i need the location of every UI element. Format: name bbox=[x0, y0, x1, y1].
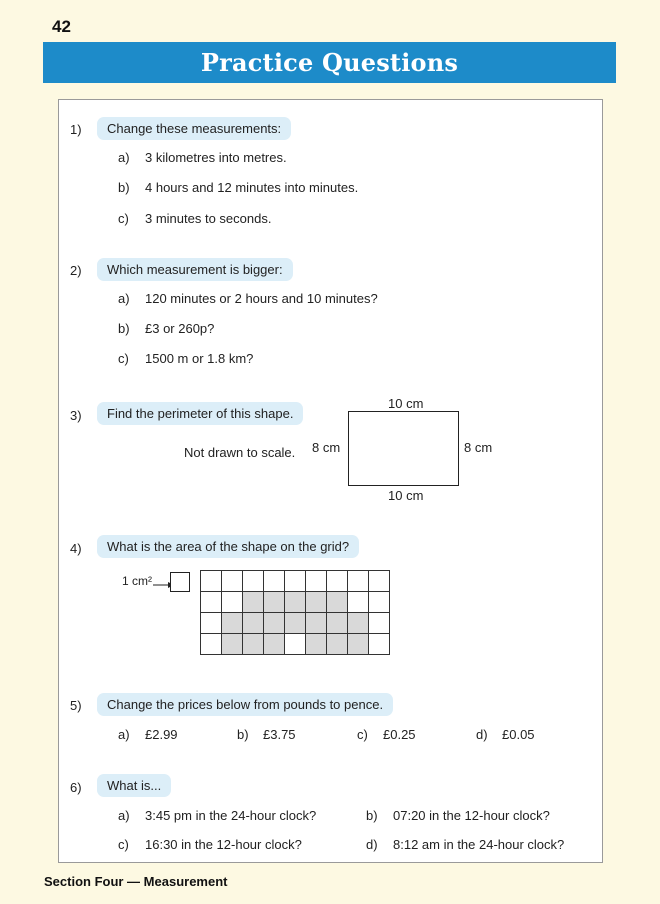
question-2-number: 2) bbox=[70, 263, 82, 278]
grid-cell bbox=[327, 571, 348, 592]
grid-cell-shaded bbox=[285, 613, 306, 634]
questions-panel bbox=[58, 99, 603, 863]
unit-key-graphic bbox=[150, 571, 192, 593]
grid-cell-shaded bbox=[222, 634, 243, 655]
grid-cell bbox=[285, 571, 306, 592]
q5-item-c-text: £0.25 bbox=[383, 727, 416, 742]
grid-cell-shaded bbox=[264, 634, 285, 655]
q2-item-b-text: £3 or 260p? bbox=[145, 321, 215, 336]
grid-cell bbox=[201, 592, 222, 613]
page-number: 42 bbox=[52, 17, 71, 36]
grid-cell-shaded bbox=[306, 634, 327, 655]
q5-item-a-letter: a) bbox=[118, 727, 130, 742]
rect-left-label: 8 cm bbox=[312, 440, 341, 455]
rect-bottom-label: 10 cm bbox=[388, 488, 424, 503]
grid-cell bbox=[264, 571, 285, 592]
grid-cell-shaded bbox=[264, 613, 285, 634]
rectangle-shape bbox=[348, 411, 459, 486]
question-4-number: 4) bbox=[70, 541, 82, 556]
q1-item-b-letter: b) bbox=[118, 180, 130, 195]
grid-cell-shaded bbox=[327, 613, 348, 634]
question-2-prompt: Which measurement is bigger: bbox=[97, 258, 293, 281]
q6-item-c-text: 16:30 in the 12-hour clock? bbox=[145, 837, 302, 852]
grid-cell-shaded bbox=[243, 592, 264, 613]
q6-item-a-letter: a) bbox=[118, 808, 130, 823]
question-6-prompt: What is... bbox=[97, 774, 171, 797]
grid-cell bbox=[201, 634, 222, 655]
q2-item-a-letter: a) bbox=[118, 291, 130, 306]
grid-cell-shaded bbox=[243, 613, 264, 634]
grid-cell bbox=[348, 592, 369, 613]
q1-item-a-letter: a) bbox=[118, 150, 130, 165]
question-3-number: 3) bbox=[70, 408, 82, 423]
grid-cell-shaded bbox=[264, 592, 285, 613]
q6-item-d-text: 8:12 am in the 24-hour clock? bbox=[393, 837, 565, 852]
grid-cell bbox=[222, 571, 243, 592]
grid-cell-shaded bbox=[348, 613, 369, 634]
q5-item-b-letter: b) bbox=[237, 727, 249, 742]
grid-cell-shaded bbox=[243, 634, 264, 655]
rect-top-label: 10 cm bbox=[388, 396, 424, 411]
grid-cell-shaded bbox=[222, 613, 243, 634]
question-5-number: 5) bbox=[70, 698, 82, 713]
q1-item-c-text: 3 minutes to seconds. bbox=[145, 211, 272, 226]
grid-cell bbox=[348, 571, 369, 592]
question-4-prompt: What is the area of the shape on the grid? bbox=[97, 535, 359, 558]
q2-item-a-text: 120 minutes or 2 hours and 10 minutes? bbox=[145, 291, 378, 306]
q1-item-c-letter: c) bbox=[118, 211, 129, 226]
grid-cell bbox=[369, 634, 390, 655]
q6-item-d-letter: d) bbox=[366, 837, 378, 852]
grid-cell bbox=[369, 592, 390, 613]
section-footer: Section Four — Measurement bbox=[44, 874, 228, 889]
grid-cell bbox=[201, 613, 222, 634]
scale-note: Not drawn to scale. bbox=[184, 445, 296, 460]
q6-item-a-text: 3:45 pm in the 24-hour clock? bbox=[145, 808, 317, 823]
question-1-prompt: Change these measurements: bbox=[97, 117, 291, 140]
area-grid bbox=[200, 570, 392, 656]
grid-cell-shaded bbox=[285, 592, 306, 613]
q1-item-a-text: 3 kilometres into metres. bbox=[145, 150, 287, 165]
grid-cell bbox=[243, 571, 264, 592]
question-5-prompt: Change the prices below from pounds to pence. bbox=[97, 693, 393, 716]
unit-key-label: 1 cm² bbox=[122, 574, 152, 588]
q5-item-c-letter: c) bbox=[357, 727, 368, 742]
q2-item-b-letter: b) bbox=[118, 321, 130, 336]
q5-item-a-text: £2.99 bbox=[145, 727, 178, 742]
grid-cell bbox=[369, 613, 390, 634]
q2-item-c-text: 1500 m or 1.8 km? bbox=[145, 351, 254, 366]
question-3-prompt: Find the perimeter of this shape. bbox=[97, 402, 303, 425]
q2-item-c-letter: c) bbox=[118, 351, 129, 366]
q6-item-b-letter: b) bbox=[366, 808, 378, 823]
q6-item-b-text: 07:20 in the 12-hour clock? bbox=[393, 808, 550, 823]
grid-cell bbox=[285, 634, 306, 655]
question-1-number: 1) bbox=[70, 122, 82, 137]
q1-item-b-text: 4 hours and 12 minutes into minutes. bbox=[145, 180, 359, 195]
grid-cell-shaded bbox=[306, 613, 327, 634]
grid-cell-shaded bbox=[327, 634, 348, 655]
q5-item-b-text: £3.75 bbox=[263, 727, 296, 742]
rect-right-label: 8 cm bbox=[464, 440, 493, 455]
page-title: Practice Questions bbox=[200, 48, 459, 77]
q5-item-d-text: £0.05 bbox=[502, 727, 535, 742]
grid-cell-shaded bbox=[306, 592, 327, 613]
title-banner bbox=[43, 42, 616, 83]
grid-cell-shaded bbox=[327, 592, 348, 613]
grid-cell bbox=[201, 571, 222, 592]
grid-cell-shaded bbox=[348, 634, 369, 655]
question-6-number: 6) bbox=[70, 780, 82, 795]
grid-cell bbox=[222, 592, 243, 613]
grid-cell bbox=[369, 571, 390, 592]
unit-square bbox=[171, 573, 190, 592]
q5-item-d-letter: d) bbox=[476, 727, 488, 742]
grid-cell bbox=[306, 571, 327, 592]
q6-item-c-letter: c) bbox=[118, 837, 129, 852]
